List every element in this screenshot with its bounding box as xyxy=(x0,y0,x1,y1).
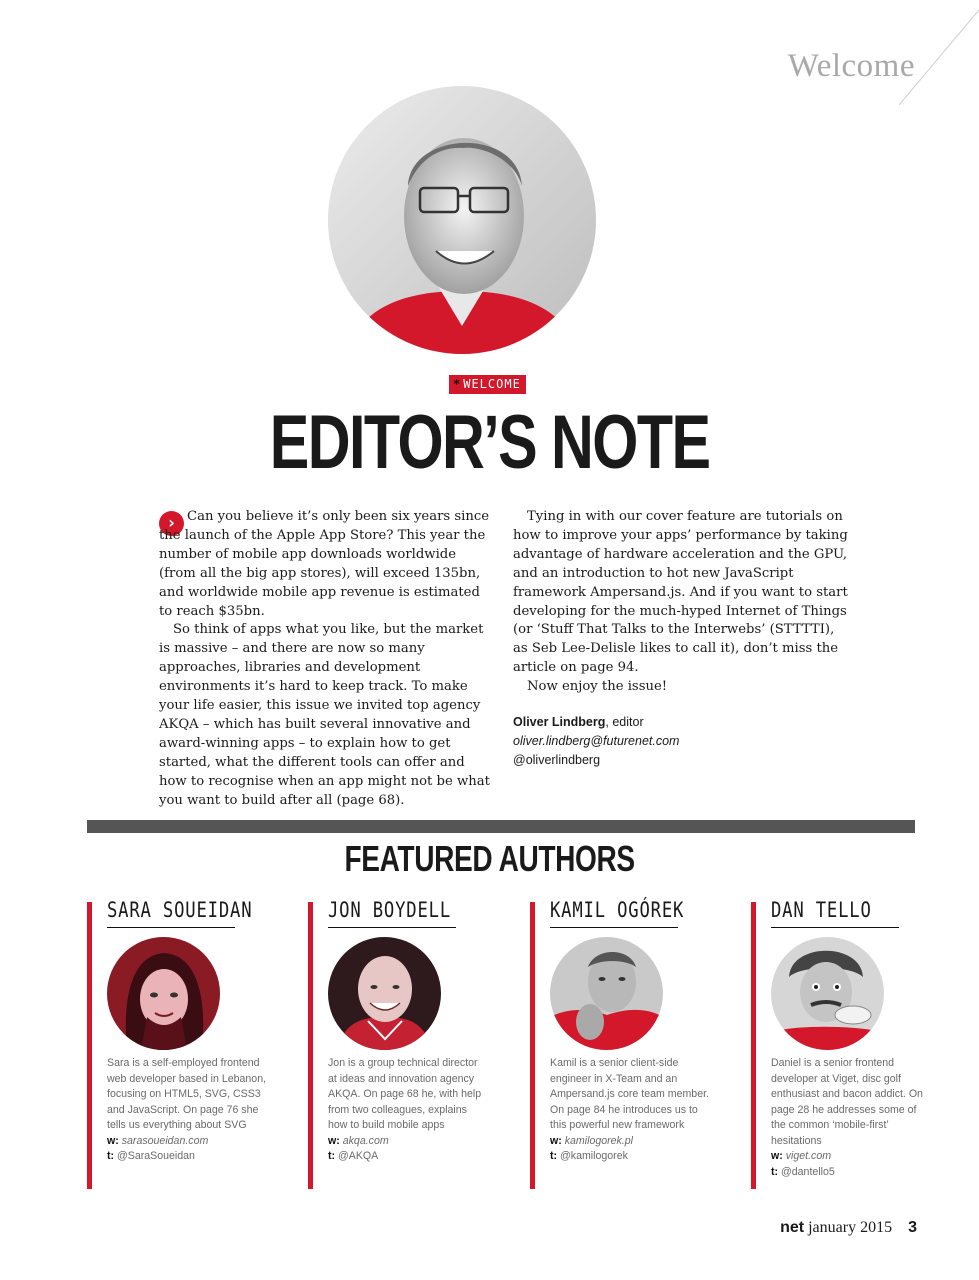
author-photo xyxy=(550,937,663,1050)
author-bio: Daniel is a senior frontend developer at Viget, disc golf enthusiast and bacon addict. On page 28 he addresses some of the common ‘mobile-first’ hesitations w: viget.com t: @dantello5 xyxy=(771,1057,923,1178)
signature xyxy=(513,713,679,770)
author-name: SARA SOUEIDAN xyxy=(107,898,253,922)
editorial-paragraph: Tying in with our cover feature are tutorials on how to improve your apps’ performance by taking advantage of hardware acceleration and the GPU, and an introduction to hot new JavaScript framework Ampersand.js. And if you want to start developing for the much-hyped Internet of Things (or ‘Stuff That Talks to the Interwebs’ (STTTTI), as Seb Lee-Delisle likes to call it), don’t miss the article on page 94. xyxy=(513,509,848,676)
editor-email[interactable]: oliver.lindberg@futurenet.com xyxy=(513,734,680,748)
author-name: JON BOYDELL xyxy=(328,898,452,922)
editorial-paragraph: Can you believe it’s only been six years since the launch of the Apple App Store? This year the number of mobile app downloads worldwide (from all the big app stores), will exceed 135bn, and worldwide mobile app revenue is estimated to reach $35bn. xyxy=(159,509,490,619)
author-photo xyxy=(771,937,884,1050)
editor-name: Oliver Lindberg xyxy=(513,715,606,729)
name-underline xyxy=(550,927,678,928)
accent-bar xyxy=(87,902,92,1189)
accent-bar xyxy=(308,902,313,1189)
author-photo xyxy=(328,937,441,1050)
page-number: 3 xyxy=(908,1219,917,1236)
author-name: DAN TELLO xyxy=(771,898,872,922)
editor-portrait xyxy=(328,86,596,354)
editor-twitter[interactable]: @oliverlindberg xyxy=(513,753,601,767)
author-twitter[interactable]: @dantello5 xyxy=(781,1165,835,1178)
author-website[interactable]: sarasoueidan.com xyxy=(121,1134,209,1147)
author-name: KAMIL OGÓREK xyxy=(550,898,685,922)
editor-role: , editor xyxy=(605,715,644,729)
author-bio: Jon is a group technical director at ideas and innovation agency AKQA. On page 68 he, with help from two colleagues, explains how to build mobile apps w: akqa.com t: @AKQA xyxy=(328,1057,482,1162)
author-twitter[interactable]: @SaraSoueidan xyxy=(117,1150,195,1162)
page-footer xyxy=(780,1219,917,1237)
author-bio: Sara is a self-employed frontend web developer based in Lebanon, focusing on HTML5, SVG, CSS3 and JavaScript. On page 76 she tells us everything about SVG w: sarasoueidan.com t: @SaraSoueidan xyxy=(107,1057,267,1162)
star-icon: * xyxy=(453,377,462,391)
section-divider-bar xyxy=(87,820,915,833)
name-underline xyxy=(107,927,235,928)
author-twitter[interactable]: @AKQA xyxy=(338,1150,379,1162)
accent-bar xyxy=(751,902,756,1189)
author-photo xyxy=(107,937,220,1050)
footer-issue: january 2015 xyxy=(808,1219,893,1236)
editorial-right-column xyxy=(513,508,849,697)
footer-brand: net xyxy=(780,1219,805,1236)
featured-authors-title: FEATURED AUTHORS xyxy=(344,838,635,879)
welcome-tag xyxy=(449,375,526,394)
chevron-right-icon: › xyxy=(159,511,184,536)
author-website[interactable]: viget.com xyxy=(785,1150,832,1162)
author-website[interactable]: akqa.com xyxy=(342,1134,389,1147)
editorial-left-column xyxy=(159,508,495,811)
corner-divider-line xyxy=(899,0,979,110)
welcome-tag-text: WELCOME xyxy=(463,377,521,391)
editorial-paragraph: So think of apps what you like, but the market is massive – and there are now so many approaches, libraries and development environments it’s hard to keep track. To make your life easier, this issue we invited top agency AKQA – which has built several innovative and award-winning apps – to explain how to get started, what the different tools can offer and how to recognise when an app might not be what you want to build after all (page 68). xyxy=(159,622,490,808)
editorial-paragraph: Now enjoy the issue! xyxy=(527,679,668,695)
page-title: EDITOR’S NOTE xyxy=(269,400,710,485)
author-twitter[interactable]: @kamilogorek xyxy=(560,1150,628,1162)
author-website[interactable]: kamilogorek.pl xyxy=(564,1134,634,1147)
name-underline xyxy=(328,927,456,928)
author-bio: Kamil is a senior client-side engineer in X-Team and an Ampersand.js core team member. On page 84 he introduces us to this powerful new framework w: kamilogorek.pl t: @kamilogorek xyxy=(550,1057,709,1162)
section-label: Welcome xyxy=(787,48,915,84)
name-underline xyxy=(771,927,899,928)
accent-bar xyxy=(530,902,535,1189)
